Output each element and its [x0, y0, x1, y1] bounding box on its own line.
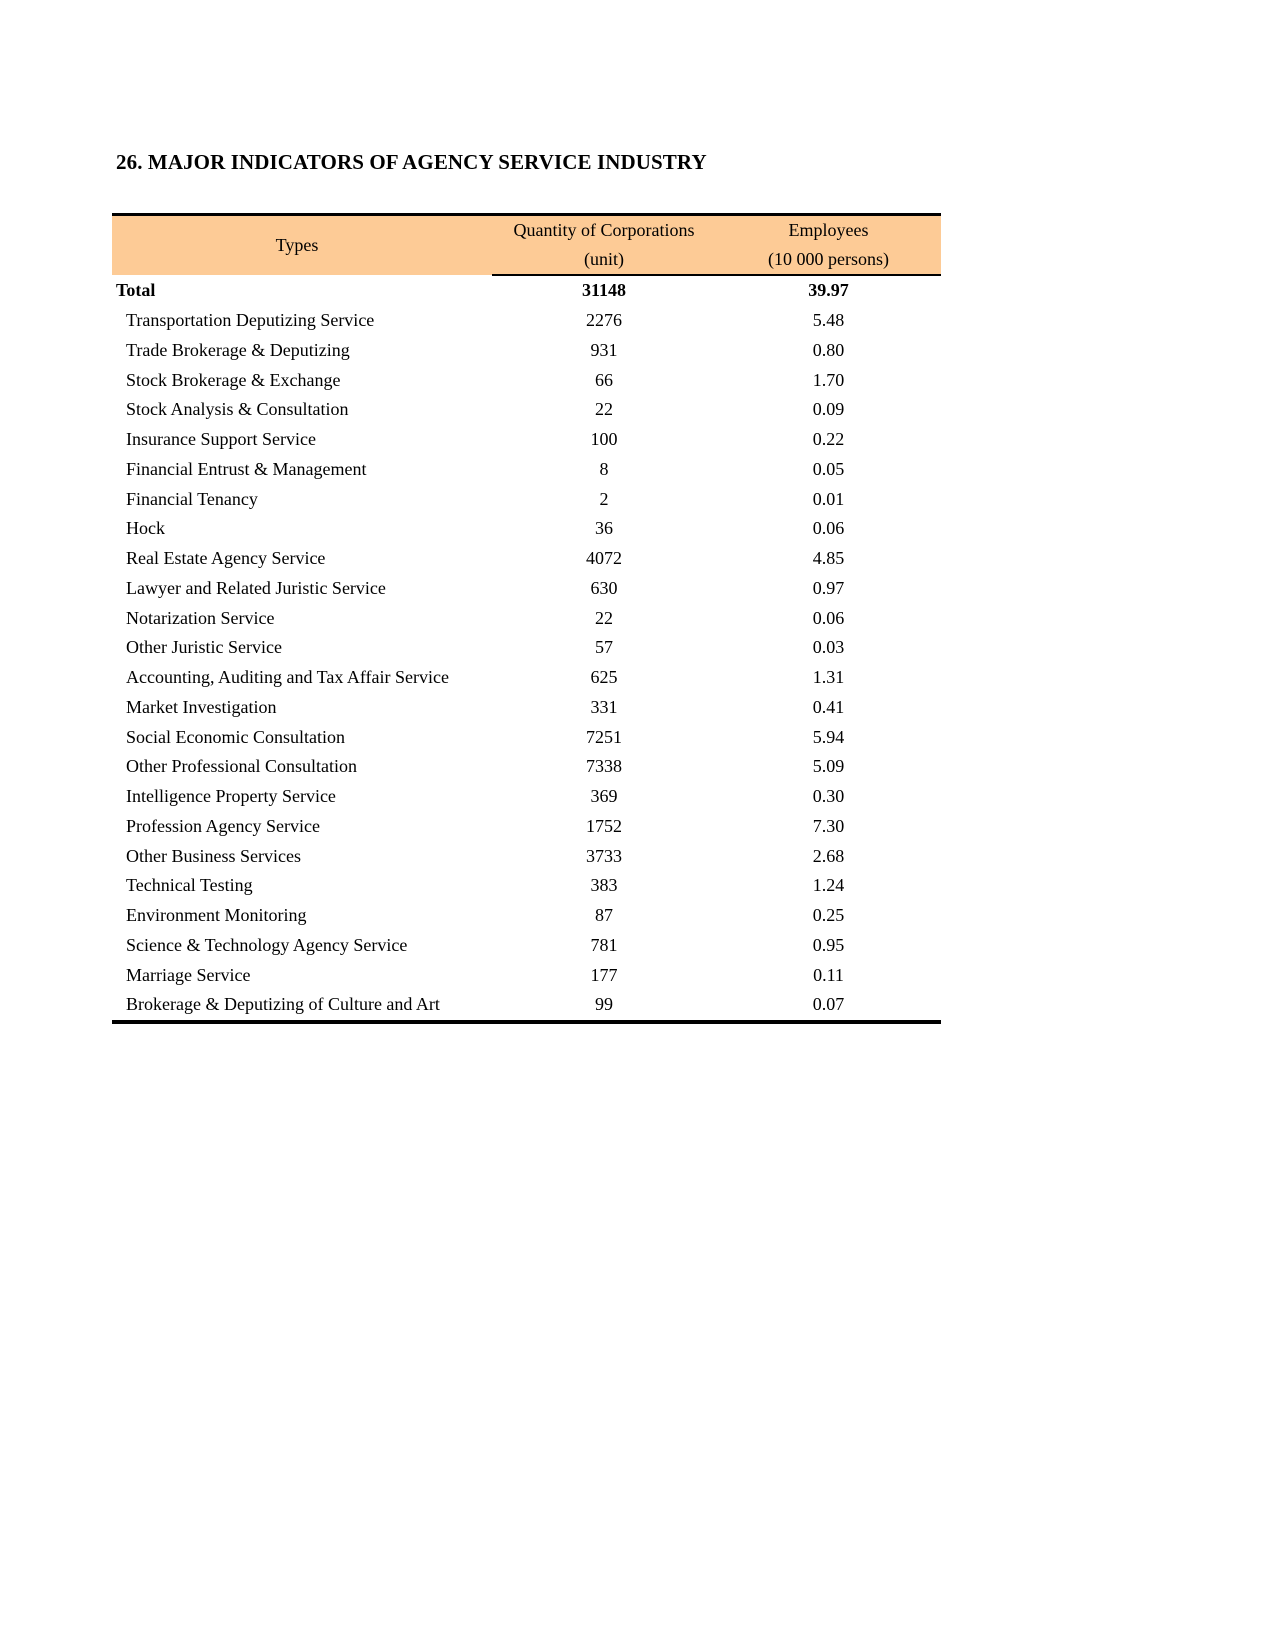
row-employees: 0.06 — [812, 607, 845, 628]
table-row — [112, 960, 941, 990]
table-row — [112, 544, 941, 574]
table-row — [112, 484, 941, 514]
row-quantity: 383 — [590, 875, 618, 896]
row-quantity: 2276 — [586, 310, 622, 331]
table-row — [112, 663, 941, 693]
row-employees: 4.85 — [812, 548, 845, 569]
row-type: Real Estate Agency Service — [126, 548, 326, 569]
page-title: 26. MAJOR INDICATORS OF AGENCY SERVICE INDUSTRY — [116, 150, 707, 174]
row-employees: 0.01 — [812, 488, 845, 509]
header-quantity-unit: (unit) — [492, 245, 716, 275]
row-quantity: 22 — [595, 607, 613, 628]
total-employees: 39.97 — [808, 280, 849, 301]
row-type: Social Economic Consultation — [126, 726, 345, 747]
table-row — [112, 693, 941, 723]
row-employees: 0.41 — [812, 696, 845, 717]
row-employees: 0.30 — [812, 786, 845, 807]
row-quantity: 66 — [595, 369, 613, 390]
row-employees: 5.48 — [812, 310, 845, 331]
total-quantity: 31148 — [581, 280, 626, 301]
table-row — [112, 871, 941, 901]
row-employees: 1.31 — [812, 667, 845, 688]
table-row — [112, 722, 941, 752]
indicators-table-container — [112, 213, 941, 1024]
table-row — [112, 931, 941, 961]
row-type: Lawyer and Related Juristic Service — [126, 577, 386, 598]
row-employees: 0.09 — [812, 399, 845, 420]
row-type: Science & Technology Agency Service — [126, 934, 408, 955]
row-quantity: 625 — [590, 667, 618, 688]
row-employees: 0.25 — [812, 905, 845, 926]
table-header — [112, 215, 941, 276]
row-quantity: 931 — [590, 339, 618, 360]
row-employees: 0.11 — [813, 964, 844, 985]
row-type: Market Investigation — [126, 696, 277, 717]
row-employees: 5.94 — [812, 726, 845, 747]
row-quantity: 4072 — [586, 548, 622, 569]
row-quantity: 7338 — [586, 756, 622, 777]
row-quantity: 100 — [590, 429, 618, 450]
row-employees: 2.68 — [812, 845, 845, 866]
row-employees: 0.06 — [812, 518, 845, 539]
row-type: Insurance Support Service — [126, 429, 316, 450]
row-type: Brokerage & Deputizing of Culture and Art — [112, 990, 492, 1022]
row-quantity: 3733 — [586, 845, 622, 866]
row-employees: 0.95 — [812, 934, 845, 955]
header-types: Types — [112, 215, 492, 276]
row-quantity: 99 — [492, 990, 716, 1022]
row-quantity: 7251 — [586, 726, 622, 747]
row-employees: 1.24 — [812, 875, 845, 896]
table-row — [112, 306, 941, 336]
row-quantity: 369 — [590, 786, 618, 807]
row-employees: 0.80 — [812, 339, 845, 360]
row-type: Notarization Service — [126, 607, 275, 628]
row-type: Other Juristic Service — [126, 637, 282, 658]
row-employees: 5.09 — [812, 756, 845, 777]
row-employees: 0.97 — [812, 577, 845, 598]
row-type: Environment Monitoring — [126, 905, 307, 926]
row-type: Hock — [126, 518, 165, 539]
row-type: Technical Testing — [126, 875, 253, 896]
table-row — [112, 752, 941, 782]
table-row — [112, 425, 941, 455]
row-employees: 1.70 — [812, 369, 845, 390]
table-row — [112, 603, 941, 633]
row-quantity: 8 — [599, 458, 609, 479]
row-type: Other Professional Consultation — [126, 756, 357, 777]
row-employees: 7.30 — [812, 815, 845, 836]
row-employees: 0.05 — [812, 458, 845, 479]
row-quantity: 57 — [595, 637, 613, 658]
row-type: Financial Entrust & Management — [126, 458, 367, 479]
row-type: Financial Tenancy — [126, 488, 258, 509]
total-label: Total — [116, 279, 156, 300]
header-employees-unit: (10 000 persons) — [716, 245, 941, 275]
row-type: Stock Analysis & Consultation — [126, 399, 349, 420]
row-type: Other Business Services — [126, 845, 301, 866]
row-quantity: 87 — [595, 905, 613, 926]
total-row — [112, 275, 941, 306]
row-type: Stock Brokerage & Exchange — [126, 369, 341, 390]
row-quantity: 630 — [590, 577, 618, 598]
row-type: Transportation Deputizing Service — [126, 310, 375, 331]
row-quantity: 36 — [595, 518, 613, 539]
row-quantity: 2 — [599, 488, 609, 509]
row-type: Intelligence Property Service — [126, 786, 336, 807]
table-row — [112, 365, 941, 395]
table-row — [112, 455, 941, 485]
table-row — [112, 841, 941, 871]
table-row — [112, 336, 941, 366]
row-employees: 0.03 — [812, 637, 845, 658]
row-quantity: 1752 — [586, 815, 622, 836]
table-row — [112, 633, 941, 663]
row-type: Accounting, Auditing and Tax Affair Service — [126, 667, 450, 688]
header-employees-title: Employees — [716, 215, 941, 246]
row-quantity: 22 — [595, 399, 613, 420]
table-row — [112, 990, 941, 1022]
table-row — [112, 812, 941, 842]
row-quantity: 177 — [590, 964, 618, 985]
table-row — [112, 395, 941, 425]
header-quantity-title: Quantity of Corporations — [492, 215, 716, 246]
row-employees: 0.22 — [812, 429, 845, 450]
row-quantity: 781 — [590, 934, 618, 955]
row-employees: 0.07 — [716, 990, 941, 1022]
indicators-table — [112, 213, 941, 1024]
table-row — [112, 901, 941, 931]
table-row — [112, 514, 941, 544]
table-row — [112, 574, 941, 604]
table-body — [112, 275, 941, 1022]
row-quantity: 331 — [590, 696, 618, 717]
table-row — [112, 782, 941, 812]
row-type: Profession Agency Service — [126, 815, 320, 836]
row-type: Marriage Service — [126, 964, 251, 985]
row-type: Trade Brokerage & Deputizing — [126, 339, 350, 360]
